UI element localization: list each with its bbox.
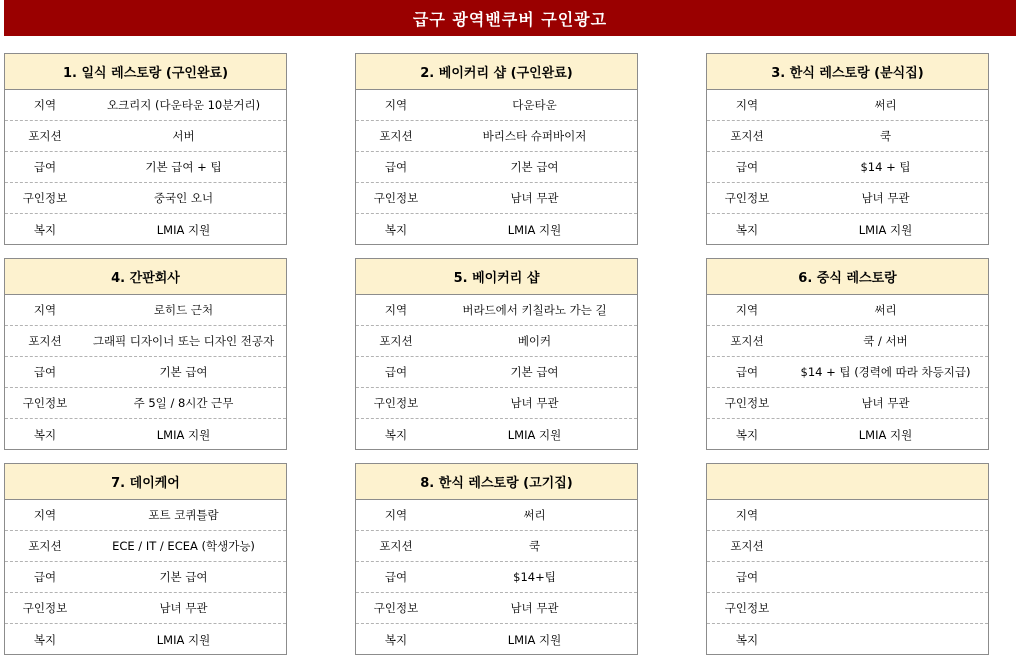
job-row-position (707, 531, 988, 562)
job-row-position (707, 326, 988, 357)
field-label: 급여 (33, 570, 57, 584)
job-row-info (707, 388, 988, 419)
field-label: 복지 (384, 222, 408, 237)
job-row-benefit (356, 624, 637, 655)
field-value: 쿡 / 서버 (863, 334, 908, 348)
job-card (355, 463, 638, 655)
field-label: 급여 (735, 570, 759, 584)
job-row-pay (5, 357, 286, 388)
job-row-region (356, 90, 637, 121)
job-title: 2. 베이커리 샵 (구인완료) (356, 54, 637, 90)
field-value: 베이커 (517, 334, 552, 348)
job-row-info (5, 183, 286, 214)
field-label: 복지 (384, 632, 408, 647)
field-value: 버라드에서 키칠라노 가는 길 (462, 303, 607, 317)
field-label: 급여 (384, 365, 408, 379)
field-value: 쿡 (879, 129, 892, 143)
job-title: 7. 데이케어 (5, 464, 286, 500)
field-value: 기본 급여 (159, 365, 208, 379)
field-label: 포지션 (730, 129, 764, 143)
field-value: 로히드 근처 (153, 303, 214, 317)
job-row-pay (707, 152, 988, 183)
job-card (355, 258, 638, 450)
field-value: 오크리지 (다운타운 10분거리) (106, 98, 261, 112)
field-value: ECE / IT / ECEA (학생가능) (112, 539, 255, 553)
field-value: 바리스타 슈퍼바이저 (482, 129, 587, 143)
field-value: 남녀 무관 (510, 396, 559, 410)
job-row-pay (707, 357, 988, 388)
field-label: 지역 (384, 303, 408, 317)
field-label: 복지 (33, 632, 57, 647)
field-value: 써리 (874, 98, 897, 112)
job-row-region (5, 90, 286, 121)
field-value: LMIA 지원 (858, 427, 913, 442)
job-row-benefit (5, 419, 286, 450)
field-value: LMIA 지원 (507, 632, 562, 647)
field-value: LMIA 지원 (156, 427, 211, 442)
field-value: 남녀 무관 (510, 191, 559, 205)
field-label: 급여 (33, 365, 57, 379)
field-value: $14 + 팁 (860, 160, 911, 174)
job-card (706, 463, 989, 655)
field-value: LMIA 지원 (507, 222, 562, 237)
field-value: 남녀 무관 (159, 601, 208, 615)
job-row-position (356, 121, 637, 152)
field-label: 복지 (33, 427, 57, 442)
field-label: 급여 (384, 160, 408, 174)
field-label: 지역 (384, 508, 408, 522)
field-label: 지역 (33, 98, 57, 112)
job-row-position (356, 326, 637, 357)
field-label: 지역 (33, 303, 57, 317)
job-row-position (5, 326, 286, 357)
field-label: 포지션 (28, 334, 62, 348)
field-value: 남녀 무관 (510, 601, 559, 615)
field-label: 지역 (384, 98, 408, 112)
job-row-benefit (5, 214, 286, 245)
job-row-position (5, 121, 286, 152)
field-label: 포지션 (28, 539, 62, 553)
job-card (355, 53, 638, 245)
job-row-info (707, 183, 988, 214)
job-row-pay (5, 562, 286, 593)
job-row-benefit (5, 624, 286, 655)
field-label: 복지 (735, 222, 759, 237)
job-row-pay (356, 152, 637, 183)
field-label: 급여 (384, 570, 408, 584)
job-row-info (356, 593, 637, 624)
field-label: 복지 (384, 427, 408, 442)
field-label: 구인정보 (22, 191, 68, 205)
field-label: 급여 (735, 365, 759, 379)
field-label: 구인정보 (373, 191, 419, 205)
job-row-benefit (356, 214, 637, 245)
field-value: LMIA 지원 (507, 427, 562, 442)
field-value: 기본 급여 + 팁 (145, 160, 222, 174)
field-label: 구인정보 (373, 601, 419, 615)
job-row-info (5, 388, 286, 419)
job-card (4, 463, 287, 655)
job-row-pay (356, 357, 637, 388)
job-title: 6. 중식 레스토랑 (707, 259, 988, 295)
job-row-info (5, 593, 286, 624)
job-row-benefit (707, 214, 988, 245)
field-label: 지역 (33, 508, 57, 522)
job-card (4, 53, 287, 245)
job-card (706, 53, 989, 245)
job-row-benefit (707, 624, 988, 655)
field-value: 포트 코퀴틀람 (148, 508, 219, 522)
field-label: 구인정보 (22, 601, 68, 615)
field-label: 포지션 (379, 129, 413, 143)
field-label: 복지 (33, 222, 57, 237)
field-value: 기본 급여 (159, 570, 208, 584)
field-label: 구인정보 (724, 396, 770, 410)
job-row-benefit (356, 419, 637, 450)
field-label: 포지션 (730, 539, 764, 553)
job-row-region (356, 500, 637, 531)
field-label: 구인정보 (373, 396, 419, 410)
page-title: 급구 광역밴쿠버 구인광고 (4, 0, 1016, 36)
field-value: $14 + 팁 (경력에 따라 차등지급) (800, 365, 971, 379)
job-row-region (5, 295, 286, 326)
field-value: 남녀 무관 (861, 191, 910, 205)
job-row-info (356, 388, 637, 419)
field-label: 지역 (735, 508, 759, 522)
field-value: LMIA 지원 (858, 222, 913, 237)
job-row-pay (707, 562, 988, 593)
job-row-position (5, 531, 286, 562)
field-label: 급여 (735, 160, 759, 174)
field-label: 포지션 (379, 334, 413, 348)
field-value: 써리 (874, 303, 897, 317)
field-value: $14+팁 (513, 570, 556, 584)
field-label: 지역 (735, 303, 759, 317)
job-row-region (707, 500, 988, 531)
job-title: 1. 일식 레스토랑 (구인완료) (5, 54, 286, 90)
field-label: 포지션 (28, 129, 62, 143)
field-label: 구인정보 (724, 601, 770, 615)
field-label: 포지션 (730, 334, 764, 348)
field-value: 주 5일 / 8시간 근무 (133, 396, 234, 410)
job-title: 8. 한식 레스토랑 (고기집) (356, 464, 637, 500)
job-row-region (707, 295, 988, 326)
job-row-region (5, 500, 286, 531)
job-row-region (356, 295, 637, 326)
field-label: 복지 (735, 632, 759, 647)
field-value: 기본 급여 (510, 365, 559, 379)
field-label: 구인정보 (22, 396, 68, 410)
job-row-info (707, 593, 988, 624)
field-value: 남녀 무관 (861, 396, 910, 410)
field-value: 기본 급여 (510, 160, 559, 174)
job-row-pay (356, 562, 637, 593)
field-label: 지역 (735, 98, 759, 112)
job-row-pay (5, 152, 286, 183)
field-value: 쿡 (528, 539, 541, 553)
field-label: 급여 (33, 160, 57, 174)
field-value: 서버 (172, 129, 195, 143)
field-value: 중국인 오너 (153, 191, 214, 205)
field-label: 구인정보 (724, 191, 770, 205)
job-title: 3. 한식 레스토랑 (분식집) (707, 54, 988, 90)
field-label: 포지션 (379, 539, 413, 553)
job-row-position (707, 121, 988, 152)
job-row-position (356, 531, 637, 562)
field-value: LMIA 지원 (156, 222, 211, 237)
job-row-info (356, 183, 637, 214)
job-title: 5. 베이커리 샵 (356, 259, 637, 295)
field-label: 복지 (735, 427, 759, 442)
field-value: 다운타운 (512, 98, 557, 112)
job-row-region (707, 90, 988, 121)
job-card (706, 258, 989, 450)
job-title: 4. 간판회사 (5, 259, 286, 295)
field-value: 써리 (523, 508, 546, 522)
job-card (4, 258, 287, 450)
field-value: 그래픽 디자이너 또는 디자인 전공자 (92, 334, 275, 348)
field-value: LMIA 지원 (156, 632, 211, 647)
job-title (707, 464, 988, 500)
job-row-benefit (707, 419, 988, 450)
